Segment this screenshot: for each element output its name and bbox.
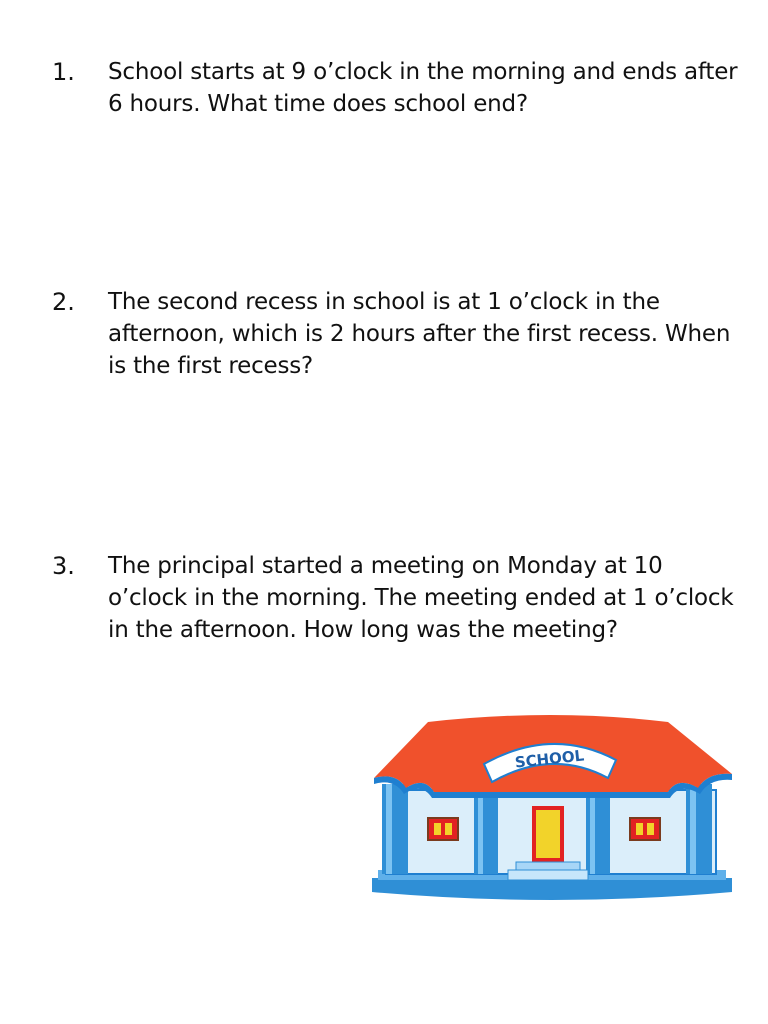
question-text: The principal started a meeting on Monday at 10 o’clock in the morning. The meeting ended at 1 o’clock in the afternoon. How long was the meeting? bbox=[108, 553, 734, 643]
pillar bbox=[686, 784, 712, 874]
door bbox=[534, 808, 562, 860]
school-building-icon bbox=[368, 712, 736, 908]
pillar-highlight bbox=[386, 784, 392, 874]
question-2 bbox=[52, 286, 742, 382]
question-number: 1. bbox=[52, 58, 75, 86]
question-text: The second recess in school is at 1 o’clock in the afternoon, which is 2 hours after the first recess. When is the first recess? bbox=[108, 289, 731, 379]
window bbox=[630, 818, 660, 840]
school-sign-text: SCHOOL bbox=[514, 746, 585, 772]
window-pane bbox=[445, 823, 452, 835]
pillar bbox=[382, 784, 408, 874]
base-platform bbox=[372, 878, 732, 900]
window-pane bbox=[647, 823, 654, 835]
question-1 bbox=[52, 56, 742, 120]
window-pane bbox=[434, 823, 441, 835]
school-building-illustration bbox=[368, 712, 736, 908]
window-pane bbox=[636, 823, 643, 835]
step bbox=[516, 862, 580, 870]
question-number: 2. bbox=[52, 288, 75, 316]
pillar-highlight bbox=[478, 792, 483, 874]
step bbox=[508, 870, 588, 880]
question-number: 3. bbox=[52, 552, 75, 580]
pillar bbox=[586, 792, 610, 874]
pillar-highlight bbox=[690, 784, 696, 874]
question-text: School starts at 9 o’clock in the morning and ends after 6 hours. What time does school end? bbox=[108, 59, 738, 117]
window bbox=[428, 818, 458, 840]
question-3 bbox=[52, 550, 742, 646]
pillar bbox=[474, 792, 498, 874]
pillar-highlight bbox=[590, 792, 595, 874]
